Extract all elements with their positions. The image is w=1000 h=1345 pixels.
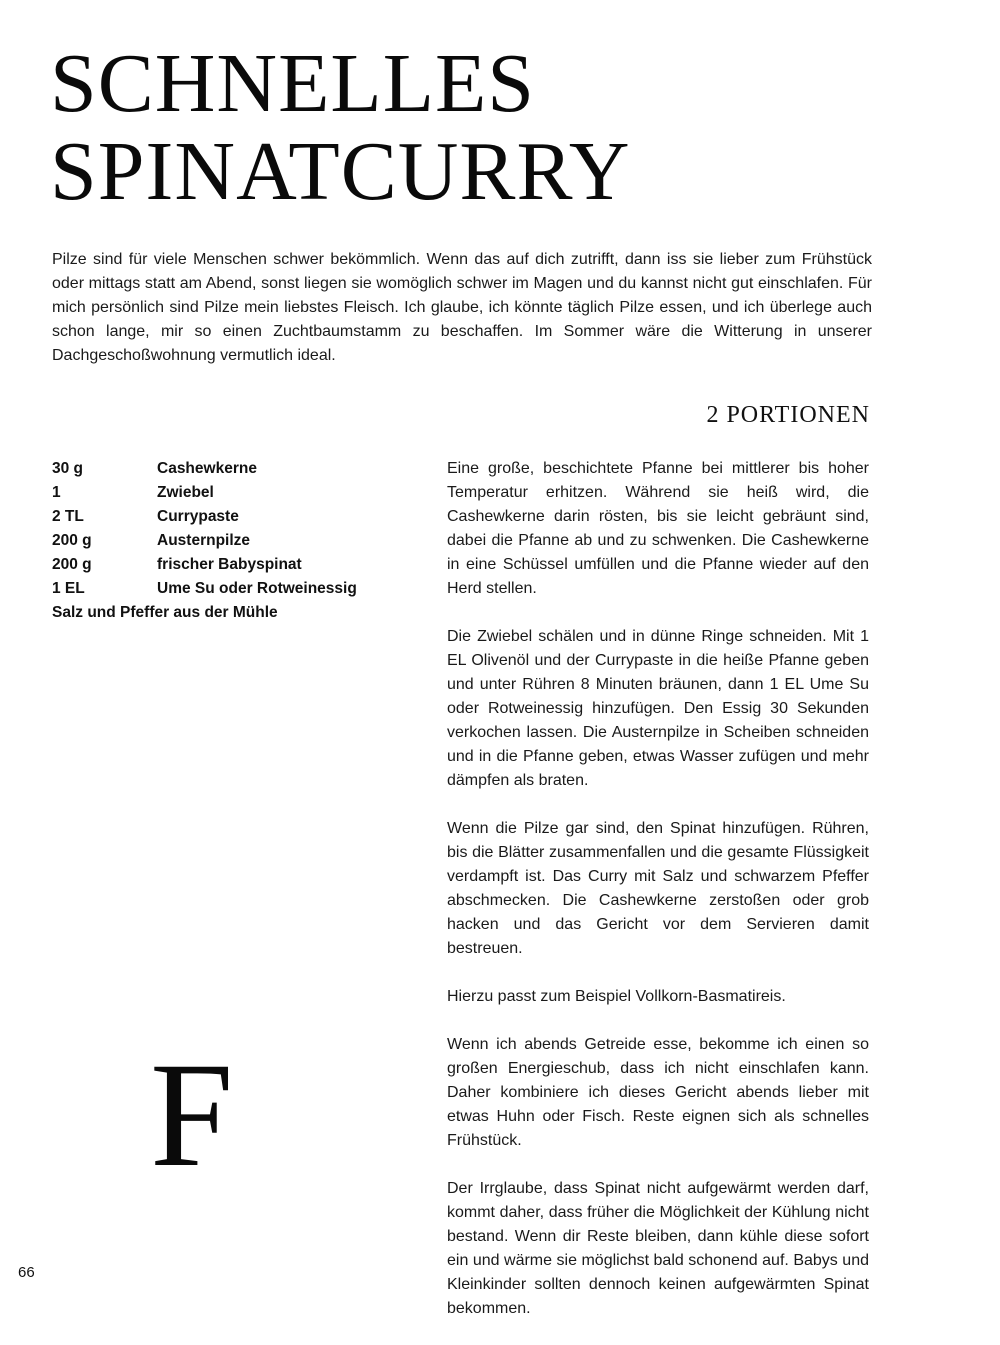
ingredient-seasoning: Salz und Pfeffer aus der Mühle: [52, 604, 278, 621]
ingredient-list: [52, 457, 412, 625]
ingredient-row: [52, 577, 412, 601]
portions-label: 2 PORTIONEN: [706, 402, 870, 428]
ingredient-quantity: 2 TL: [52, 508, 84, 525]
step-paragraph: Die Zwiebel schälen und in dünne Ringe schneiden. Mit 1 EL Olivenöl und der Currypaste in die heiße Pfanne geben und unter Rühren 8 Minuten bräunen, dann 1 EL Ume Su oder Rotweinessig hinzufügen. Den Essig 30 Sekunden verkochen lassen. Die Austernpilze in Scheiben schneiden und in die Pfanne geben, etwas Wasser zufügen und mehr dämpfen als braten.: [447, 628, 869, 789]
step-paragraph: Wenn die Pilze gar sind, den Spinat hinzufügen. Rühren, bis die Blätter zusammenfallen und die gesamte Flüssigkeit verdampft ist. Das Curry mit Salz und schwarzem Pfeffer abschmecken. Die Cashewkerne zerstoßen oder grob hacken und das Gericht vor dem Servieren damit bestreuen.: [447, 820, 869, 957]
ingredient-name: Zwiebel: [157, 484, 214, 501]
step-paragraph: Der Irrglaube, dass Spinat nicht aufgewärmt werden darf, kommt daher, dass früher die Möglichkeit der Kühlung nicht bestand. Wenn dir Reste bleiben, dann kühle diese sofort ein und wärme sie möglichst bald schonend auf. Babys und Kleinkinder sollten dennoch keinen aufgewärmten Spinat bekommen.: [447, 1180, 869, 1317]
ingredient-row: [52, 481, 412, 505]
recipe-intro: Pilze sind für viele Menschen schwer bekömmlich. Wenn das auf dich zutrifft, dann iss sie lieber zum Frühstück oder mittags statt am Abend, sonst liegen sie womöglich schwer im Magen und du kannst nicht gut einschlafen. Für mich persönlich sind Pilze mein liebstes Fleisch. Ich glaube, ich könnte täglich Pilze essen, und ich überlege auch schon lange, mir so einen Zuchtbaumstamm zu beschaffen. Im Sommer wäre die Witterung in unserer Dachgeschoßwohnung vermutlich ideal.: [52, 251, 872, 364]
ingredient-name: Ume Su oder Rotweinessig: [157, 580, 357, 597]
ingredient-quantity: 1: [52, 484, 61, 501]
decorative-initial-letter: F: [150, 1032, 234, 1198]
ingredient-quantity: 200 g: [52, 556, 92, 573]
ingredient-row: [52, 457, 412, 481]
step-paragraph: Wenn ich abends Getreide esse, bekomme ich einen so großen Energieschub, dass ich nicht einschlafen kann. Daher kombiniere ich dieses Gericht abends lieber mit etwas Huhn oder Fisch. Reste eignen sich als schnelles Frühstück.: [447, 1036, 869, 1149]
ingredient-name: frischer Babyspinat: [157, 556, 302, 573]
ingredient-row: [52, 601, 412, 625]
recipe-title-line-2: SPINATCURRY: [50, 125, 631, 218]
ingredient-quantity: 200 g: [52, 532, 92, 549]
ingredient-name: Currypaste: [157, 508, 239, 525]
ingredient-row: [52, 505, 412, 529]
step-paragraph: Eine große, beschichtete Pfanne bei mittlerer bis hoher Temperatur erhitzen. Während sie heiß wird, die Cashewkerne darin rösten, bis sie leicht gebräunt sind, dabei die Pfanne ab und zu schwenken. Die Cashewkerne in eine Schüssel umfüllen und die Pfanne wieder auf den Herd stellen.: [447, 460, 869, 597]
ingredient-quantity: 1 EL: [52, 580, 85, 597]
recipe-title-line-1: SCHNELLES: [50, 37, 536, 130]
ingredient-row: [52, 529, 412, 553]
ingredient-quantity: 30 g: [52, 460, 84, 477]
ingredient-name: Cashewkerne: [157, 460, 257, 477]
recipe-title: [50, 37, 950, 218]
ingredient-row: [52, 553, 412, 577]
preparation-steps: [447, 457, 869, 1345]
page-number: 66: [18, 1264, 35, 1281]
ingredient-name: Austernpilze: [157, 532, 251, 549]
step-paragraph: Hierzu passt zum Beispiel Vollkorn-Basmatireis.: [447, 988, 786, 1005]
